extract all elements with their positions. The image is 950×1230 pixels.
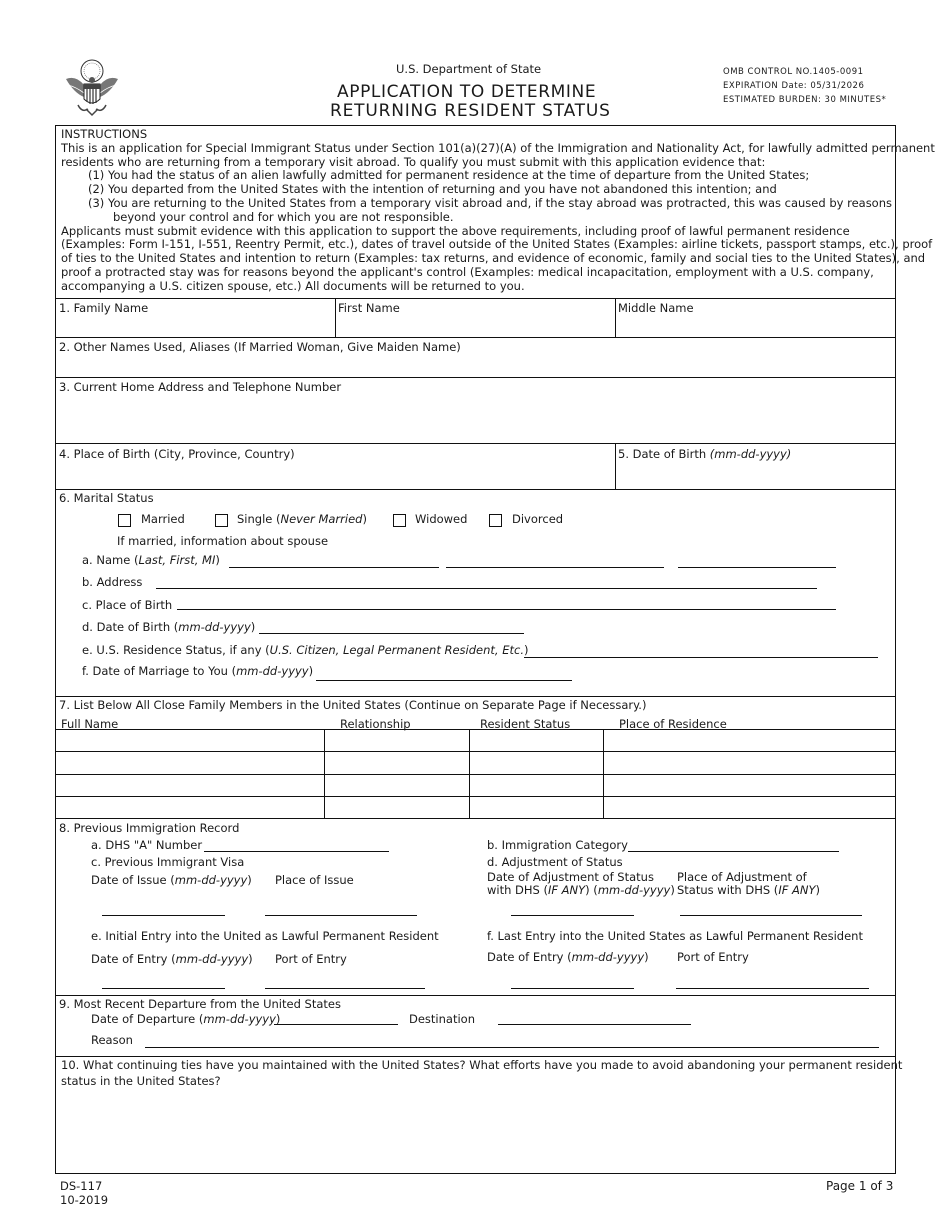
form-title-line-1: APPLICATION TO DETERMINE bbox=[337, 82, 597, 102]
married-label: Married bbox=[141, 512, 185, 526]
instructions-line: of ties to the United States and intention to return (Examples: tax returns, and evidence of economic, family and social ties to the United States), and bbox=[61, 251, 926, 266]
instructions-heading: INSTRUCTIONS bbox=[61, 127, 148, 141]
state-department-seal bbox=[62, 57, 122, 119]
visa-issue-date-line[interactable] bbox=[102, 915, 225, 916]
instructions-line: (2) You departed from the United States with the intention of returning and you have not abandoned this intention; and bbox=[88, 182, 777, 197]
adjustment-place-label: Place of Adjustment of Status with DHS (IF ANY) bbox=[677, 870, 820, 897]
instructions-line: proof a protracted stay was for reasons beyond the applicant's control (Examples: medical incapacitation, employment with a U.S. company, bbox=[61, 264, 874, 279]
spouse-residence-status-line[interactable] bbox=[524, 657, 878, 658]
visa-issue-date-label: Date of Issue (mm-dd-yyyy) bbox=[91, 873, 252, 887]
last-entry-date-label: Date of Entry (mm-dd-yyyy) bbox=[487, 950, 649, 964]
widowed-checkbox[interactable] bbox=[393, 514, 406, 527]
ties-answer-area[interactable] bbox=[56, 1092, 895, 1173]
initial-entry-port-line[interactable] bbox=[265, 988, 425, 989]
col-resident-status: Resident Status bbox=[480, 717, 571, 731]
adjustment-status-label: d. Adjustment of Status bbox=[487, 855, 623, 869]
divorced-label: Divorced bbox=[512, 512, 564, 526]
adjustment-place-line[interactable] bbox=[680, 915, 862, 916]
immigration-record-heading: 8. Previous Immigration Record bbox=[59, 821, 240, 835]
spouse-dob-line[interactable] bbox=[259, 633, 524, 634]
table-row[interactable] bbox=[56, 797, 895, 818]
instructions-line: (1) You had the status of an alien lawfully admitted for permanent residence at the time of departure from the United States; bbox=[88, 168, 810, 183]
col-place-of-residence: Place of Residence bbox=[619, 717, 727, 731]
spouse-name-label: a. Name (Last, First, MI) bbox=[82, 553, 220, 567]
adjustment-date-line[interactable] bbox=[511, 915, 634, 916]
instructions-line: residents who are returning from a temporary visit abroad. To qualify you must submit with this application evidence that: bbox=[61, 154, 766, 169]
instructions-line: (3) You are returning to the United States from a temporary visit abroad and, if the stay abroad was protracted, this was caused by reasons bbox=[88, 195, 892, 210]
married-checkbox[interactable] bbox=[118, 514, 131, 527]
table-row[interactable] bbox=[56, 730, 895, 751]
dhs-a-number-line[interactable] bbox=[204, 851, 389, 852]
table-row[interactable] bbox=[56, 752, 895, 774]
last-entry-port-line[interactable] bbox=[676, 988, 869, 989]
last-entry-port-label: Port of Entry bbox=[677, 950, 749, 964]
form-number: DS-117 bbox=[60, 1179, 103, 1193]
initial-entry-label: e. Initial Entry into the United as Lawful Permanent Resident bbox=[91, 929, 439, 943]
if-married-note: If married, information about spouse bbox=[117, 534, 329, 548]
home-address-field[interactable]: 3. Current Home Address and Telephone Number bbox=[59, 380, 342, 394]
spouse-dob-label: d. Date of Birth (mm-dd-yyyy) bbox=[82, 620, 256, 634]
page-number: Page 1 of 3 bbox=[826, 1179, 894, 1193]
marriage-date-label: f. Date of Marriage to You (mm-dd-yyyy) bbox=[82, 664, 314, 678]
expiration-date: EXPIRATION Date: 05/31/2026 bbox=[723, 81, 865, 91]
spouse-first-name-line[interactable] bbox=[446, 567, 664, 568]
instructions-line: Applicants must submit evidence with this application to support the above requirements, including proof of lawful permanent residence bbox=[61, 223, 850, 238]
departure-date-line[interactable] bbox=[274, 1024, 398, 1025]
destination-label: Destination bbox=[409, 1012, 475, 1026]
destination-line[interactable] bbox=[498, 1024, 691, 1025]
spouse-birthplace-label: c. Place of Birth bbox=[82, 598, 173, 612]
form-title-line-2: RETURNING RESIDENT STATUS bbox=[330, 101, 611, 121]
immigration-category-label: b. Immigration Category bbox=[487, 838, 628, 852]
spouse-residence-status-label: e. U.S. Residence Status, if any (U.S. Citizen, Legal Permanent Resident, Etc.) bbox=[82, 643, 529, 657]
visa-issue-place-label: Place of Issue bbox=[275, 873, 354, 887]
middle-name-field[interactable]: Middle Name bbox=[618, 301, 694, 315]
marital-status-heading: 6. Marital Status bbox=[59, 491, 154, 505]
widowed-label: Widowed bbox=[415, 512, 468, 526]
departure-date-label: Date of Departure (mm-dd-yyyy) bbox=[91, 1012, 281, 1026]
reason-label: Reason bbox=[91, 1033, 133, 1047]
dhs-a-number-label: a. DHS "A" Number bbox=[91, 838, 203, 852]
last-entry-label: f. Last Entry into the United States as Lawful Permanent Resident bbox=[487, 929, 863, 943]
ties-question-line-2: status in the United States? bbox=[61, 1074, 221, 1088]
col-full-name: Full Name bbox=[61, 717, 119, 731]
spouse-mi-line[interactable] bbox=[678, 567, 836, 568]
last-entry-date-line[interactable] bbox=[511, 988, 634, 989]
initial-entry-date-line[interactable] bbox=[102, 988, 225, 989]
ties-question-line-1: 10. What continuing ties have you maintained with the United States? What efforts have you made to avoid abandoning your permanent resident bbox=[61, 1058, 903, 1072]
instructions-line: This is an application for Special Immigrant Status under Section 101(a)(27)(A) of the Immigration and Nationality Act, for lawfully admitted permanent bbox=[61, 140, 935, 155]
instructions-line: (Examples: Form I-151, I-551, Reentry Permit, etc.), dates of travel outside of the United States (Examples: airline tickets, passport stamps, etc.), proof bbox=[61, 237, 933, 252]
divorced-checkbox[interactable] bbox=[489, 514, 502, 527]
spouse-address-line[interactable] bbox=[156, 588, 817, 589]
family-name-field[interactable]: 1. Family Name bbox=[59, 301, 149, 315]
spouse-address-label: b. Address bbox=[82, 575, 143, 589]
omb-control-number: OMB CONTROL NO.1405-0091 bbox=[723, 67, 864, 77]
marriage-date-line[interactable] bbox=[316, 680, 572, 681]
col-relationship: Relationship bbox=[340, 717, 411, 731]
family-members-heading: 7. List Below All Close Family Members in the United States (Continue on Separate Page if Necessary.) bbox=[59, 698, 647, 712]
form-revision-date: 10-2019 bbox=[60, 1193, 109, 1207]
adjustment-date-label: Date of Adjustment of Status with DHS (IF ANY) (mm-dd-yyyy) bbox=[487, 870, 675, 897]
instructions-line: beyond your control and for which you are not responsible. bbox=[113, 209, 454, 224]
table-row[interactable] bbox=[56, 775, 895, 796]
visa-issue-place-line[interactable] bbox=[265, 915, 417, 916]
first-name-field[interactable]: First Name bbox=[338, 301, 400, 315]
department-name: U.S. Department of State bbox=[396, 62, 542, 76]
initial-entry-date-label: Date of Entry (mm-dd-yyyy) bbox=[91, 952, 253, 966]
estimated-burden: ESTIMATED BURDEN: 30 MINUTES* bbox=[723, 95, 887, 105]
instructions-line: accompanying a U.S. citizen spouse, etc.) All documents will be returned to you. bbox=[61, 278, 525, 293]
reason-line[interactable] bbox=[145, 1047, 879, 1048]
instructions-block bbox=[61, 127, 935, 294]
previous-visa-label: c. Previous Immigrant Visa bbox=[91, 855, 245, 869]
single-checkbox[interactable] bbox=[215, 514, 228, 527]
place-of-birth-field[interactable]: 4. Place of Birth (City, Province, Country) bbox=[59, 447, 295, 461]
departure-heading: 9. Most Recent Departure from the United States bbox=[59, 997, 341, 1011]
other-names-field[interactable]: 2. Other Names Used, Aliases (If Married Woman, Give Maiden Name) bbox=[59, 340, 461, 354]
date-of-birth-field[interactable]: 5. Date of Birth (mm-dd-yyyy) bbox=[618, 447, 792, 461]
spouse-last-name-line[interactable] bbox=[229, 567, 439, 568]
spouse-birthplace-line[interactable] bbox=[177, 609, 836, 610]
initial-entry-port-label: Port of Entry bbox=[275, 952, 347, 966]
single-label: Single (Never Married) bbox=[237, 512, 367, 526]
immigration-category-line[interactable] bbox=[628, 851, 839, 852]
